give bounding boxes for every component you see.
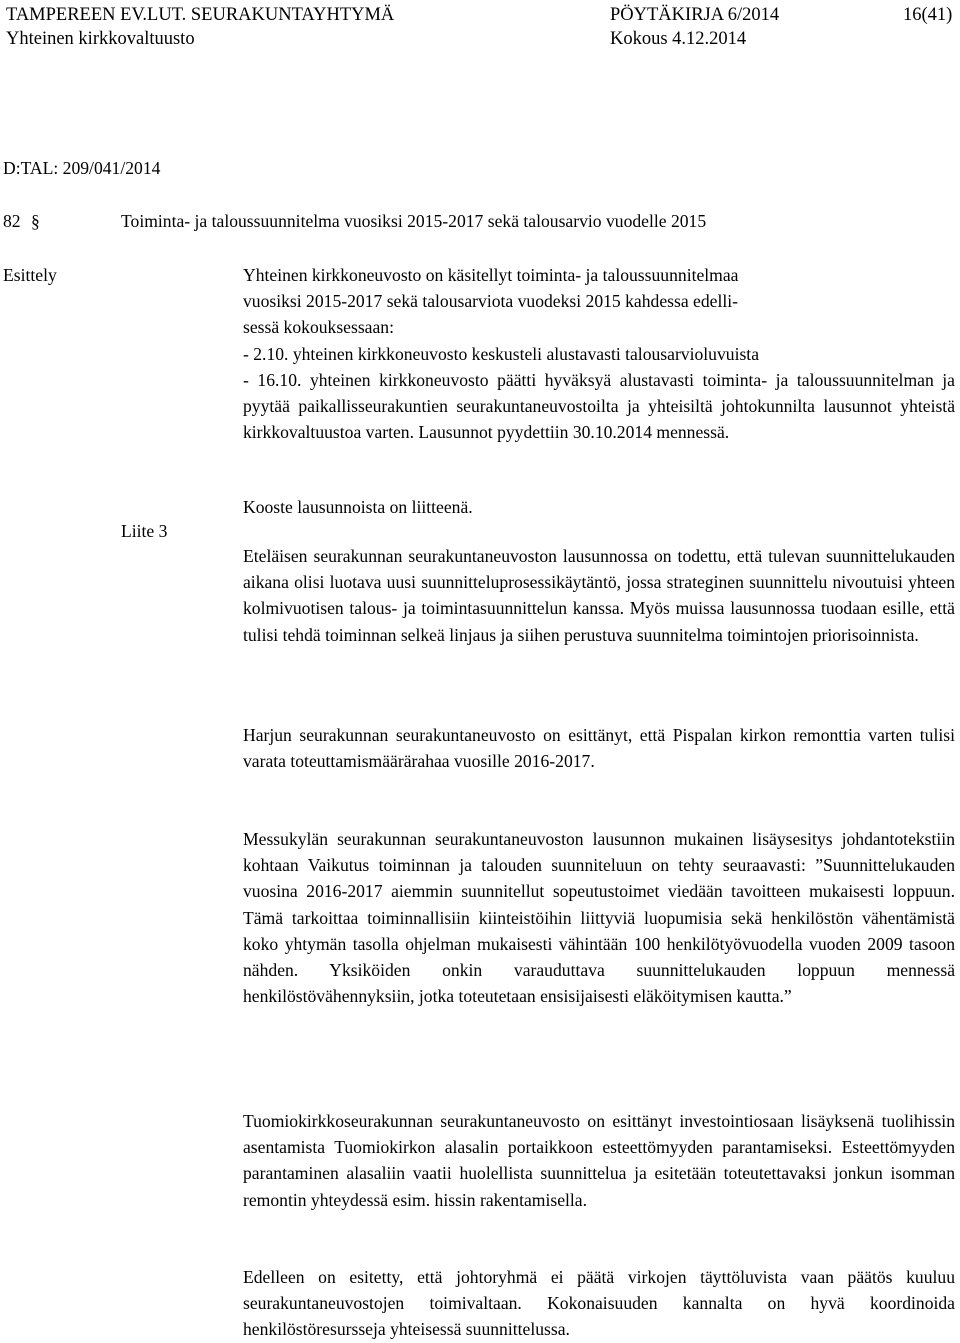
intro-line-2: vuosiksi 2015-2017 sekä talousarviota vuodeksi 2015 kahdessa edelli-	[243, 291, 738, 312]
intro-block	[243, 262, 955, 445]
presentation-label: Esittely	[3, 265, 57, 285]
intro-line-1: Yhteinen kirkkoneuvosto on käsitellyt toiminta- ja taloussuunnitelmaa	[243, 265, 739, 285]
intro-line-4: - 2.10. yhteinen kirkkoneuvosto keskusteli alustavasti talousarvioluvuista	[243, 343, 760, 364]
paragraph-tuomiokirkko: Tuomiokirkkoseurakunnan seurakuntaneuvosto on esittänyt investointiosaan lisäyksenä tuolihissin asentamista Tuomiokirkon alasalin portaikkoon esteettömyyden parantamiseksi. Esteettömyyden parantaminen alasaliin vaatii huolellista suunnittelua ja esitetään toteutettavaksi jonkun isomman remontin yhteydessä esim. hissin rakentamisella.	[243, 1111, 955, 1210]
item-number: 82	[3, 211, 21, 231]
attachment-label: Liite 3	[121, 521, 168, 541]
item-title: Toiminta- ja taloussuunnitelma vuosiksi 2015-2017 sekä talousarvio vuodelle 2015	[121, 211, 707, 231]
header-row-2	[0, 27, 960, 51]
meeting-date: Kokous 4.12.2014	[610, 29, 747, 49]
body-name: Yhteinen kirkkovaltuusto	[6, 29, 195, 49]
paragraph-edelleen: Edelleen on esitetty, että johtoryhmä ei päätä virkojen täyttöluvista vaan päätös kuuluu seurakuntaneuvostojen toimivaltaan. Kokonaisuuden kannalta on hyvä koordinoida henkilöstöresursseja yhteisessä suunnittelussa.	[243, 1267, 955, 1340]
document-type: PÖYTÄKIRJA 6/2014	[610, 5, 780, 25]
page-number: 16(41)	[903, 5, 953, 25]
header-row-1	[0, 3, 960, 27]
summary-line: Kooste lausunnoista on liitteenä.	[243, 497, 473, 517]
paragraph-harju: Harjun seurakunnan seurakuntaneuvosto on esittänyt, että Pispalan kirkon remonttia varten tulisi varata toteuttamismäärärahaa vuosille 2016-2017.	[243, 725, 955, 772]
organization-name: TAMPEREEN EV.LUT. SEURAKUNTAYHTYMÄ	[6, 5, 395, 25]
diary-number: D:TAL: 209/041/2014	[3, 158, 161, 178]
paragraph-etelainen: Eteläisen seurakunnan seurakuntaneuvoston lausunnossa on todettu, että tulevan suunnittelukauden aikana olisi luotava uusi suunnitteluprosessikäytäntö, jossa strateginen suunnittelu nivoutuisi yhteen kolmivuotisen talous- ja toimintasuunnittelun kanssa. Myös muissa lausunnossa tuodaan esille, että tulisi tehdä toiminnan selkeä linjaus ja siihen perustuva suunnitelma toimintojen priorisoinnista.	[243, 546, 955, 645]
intro-paragraph-5: - 16.10. yhteinen kirkkoneuvosto päätti hyväksyä alustavasti toiminta- ja taloussuunnitelman ja pyytää paikallisseurakuntien seurakuntaneuvostoilta ja yhteisiltä johtokunnilta lausunnot yhteistä kirkkovaltuustoa varten. Lausunnot pyydettiin 30.10.2014 mennessä.	[243, 369, 955, 443]
paragraph-messukyla: Messukylän seurakunnan seurakuntaneuvoston lausunnon mukainen lisäysesitys johdantotekstiin kohtaan Vaikutus toiminnan ja talouden suunniteluun on tehty seuraavasti: ”Suunnittelukauden vuosina 2016-2017 aiemmin suunnitellut sopeutustoimet viedään tavoitteen mukaisesti loppuun. Tämä tarkoittaa toiminnallisiin kiinteistöihin liittyviä luopumisia sekä henkilöstön vähentämistä koko yhtymän tasolla ohjelman mukaisesti vähintään 100 henkilötyövuodella vuoden 2009 tasoon nähden. Yksiköiden onkin varauduttava suunnittelukauden loppuun mennessä henkilöstövähennyksiin, jotka toteutetaan ensisijaisesti eläköitymisen kautta.”	[243, 829, 955, 1007]
section-symbol: §	[31, 211, 40, 231]
intro-line-3: sessä kokouksessaan:	[243, 317, 394, 338]
